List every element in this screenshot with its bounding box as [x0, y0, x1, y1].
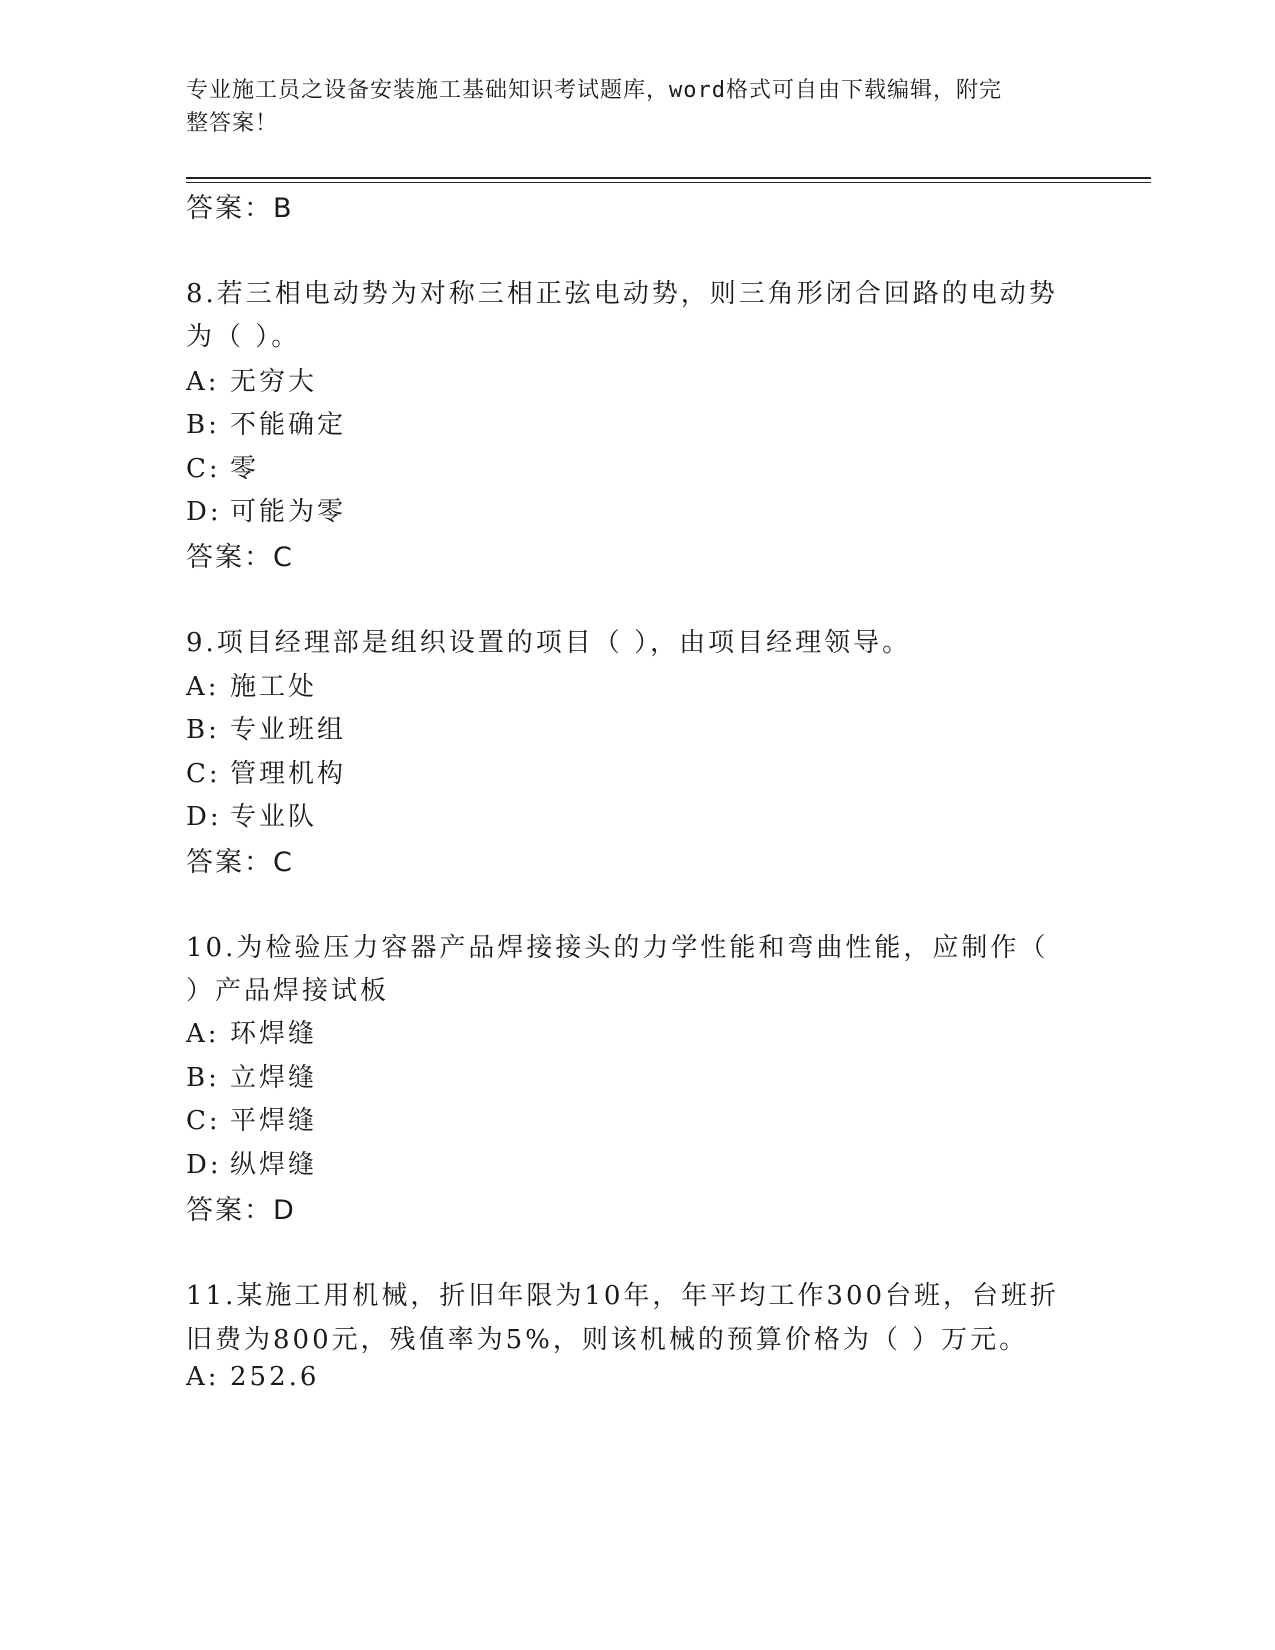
- question-8-option-d: [186, 491, 346, 528]
- option-letter: D:: [186, 802, 222, 832]
- question-9-option-d: [186, 796, 317, 833]
- question-10-stem-line-1: 10.为检验压力容器产品焊接接头的力学性能和弯曲性能，应制作（: [186, 933, 1049, 963]
- option-letter: D:: [186, 497, 222, 527]
- option-text: 立焊缝: [230, 1063, 318, 1093]
- question-9-option-c: [186, 753, 346, 790]
- option-letter: D:: [186, 1150, 222, 1180]
- question-11-stem-line-1: 11.某施工用机械，折旧年限为10年，年平均工作300台班，台班折: [186, 1281, 1060, 1311]
- question-8-stem-line-2: 为（ ）。: [186, 322, 301, 352]
- question-9-option-a: [186, 666, 317, 703]
- page-header: [186, 74, 1066, 140]
- question-10-option-c: [186, 1100, 317, 1137]
- option-letter: A:: [186, 1019, 220, 1049]
- question-10-option-b: [186, 1057, 317, 1094]
- answer-q7: 答案：B: [186, 193, 294, 224]
- question-9-option-b: [186, 709, 346, 746]
- option-text: 可能为零: [230, 497, 347, 527]
- option-letter: C:: [186, 759, 221, 789]
- question-8-stem-line-1: 8.若三相电动势为对称三相正弦电动势，则三角形闭合回路的电动势: [186, 279, 1058, 309]
- question-8-option-c: [186, 448, 259, 485]
- question-10-option-d: [186, 1144, 317, 1181]
- option-text: 不能确定: [230, 410, 347, 440]
- option-text: 252.6: [230, 1362, 320, 1392]
- option-letter: C:: [186, 454, 221, 484]
- header-line-1: 专业施工员之设备安装施工基础知识考试题库，word格式可自由下载编辑，附完: [186, 78, 1002, 103]
- option-text: 零: [230, 454, 260, 484]
- option-letter: B:: [186, 1063, 220, 1093]
- option-letter: B:: [186, 715, 220, 745]
- option-text: 无穷大: [230, 367, 318, 397]
- option-text: 环焊缝: [230, 1019, 318, 1049]
- option-letter: B:: [186, 410, 220, 440]
- question-10-stem-line-2: ）产品焊接试板: [186, 976, 390, 1006]
- question-11-stem-line-2: 旧费为800元，残值率为5%，则该机械的预算价格为（ ）万元。: [186, 1325, 1029, 1355]
- question-8-option-a: [186, 361, 317, 398]
- option-text: 专业队: [230, 802, 318, 832]
- header-line-2: 整答案！: [186, 111, 279, 136]
- option-letter: A:: [186, 367, 220, 397]
- option-text: 专业班组: [230, 715, 347, 745]
- header-divider-thick: [186, 177, 1151, 179]
- question-10-option-a: [186, 1013, 317, 1050]
- option-text: 管理机构: [230, 759, 347, 789]
- header-divider-thin: [186, 182, 1151, 183]
- question-9-stem-line-1: 9.项目经理部是组织设置的项目（ ），由项目经理领导。: [186, 628, 912, 658]
- question-8-option-b: [186, 404, 346, 441]
- option-text: 施工处: [230, 672, 318, 702]
- option-letter: A:: [186, 672, 220, 702]
- option-letter: C:: [186, 1106, 221, 1136]
- answer-q9: 答案：C: [186, 847, 294, 878]
- question-11-option-a: [186, 1362, 319, 1392]
- answer-q8: 答案：C: [186, 542, 294, 573]
- option-text: 纵焊缝: [230, 1150, 318, 1180]
- option-letter: A:: [186, 1362, 220, 1392]
- answer-q10: 答案：D: [186, 1195, 296, 1226]
- option-text: 平焊缝: [230, 1106, 318, 1136]
